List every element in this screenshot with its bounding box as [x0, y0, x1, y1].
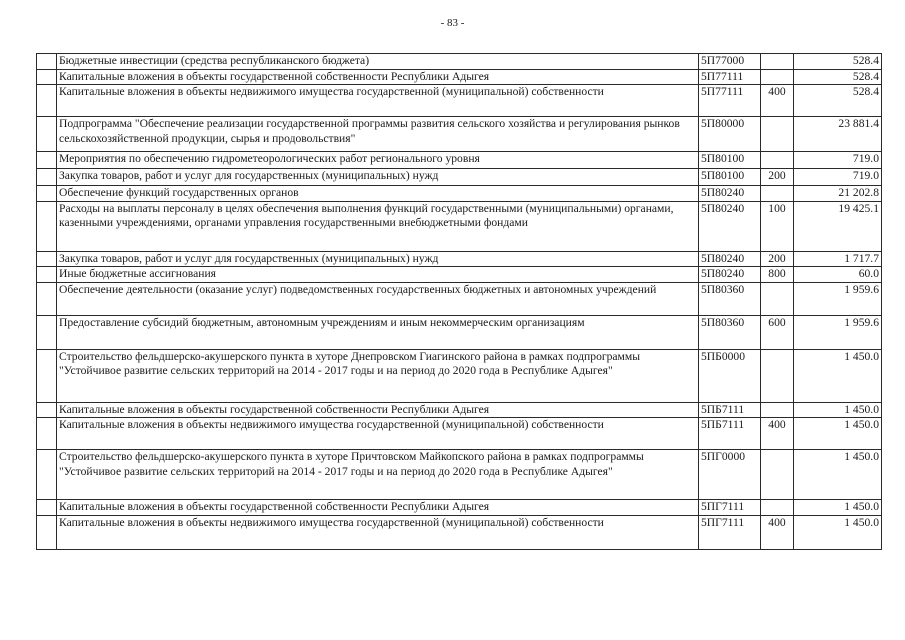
table-row — [37, 201, 882, 251]
item-name: Подпрограмма "Обеспечение реализации государственной программы развития сельского хозяйства и регулирования рынков сельскохозяйственной продукции, сырья и продовольствия" — [57, 117, 699, 152]
target-code: 5ПБ7111 — [699, 402, 761, 418]
item-name: Закупка товаров, работ и услуг для государственных (муниципальных) нужд — [57, 251, 699, 267]
amount: 19 425.1 — [794, 201, 882, 251]
target-code: 5ПГ7111 — [699, 515, 761, 549]
amount: 719.0 — [794, 152, 882, 169]
blank-cell — [37, 418, 57, 450]
table-row — [37, 282, 882, 315]
expense-type — [761, 450, 794, 500]
item-name: Бюджетные инвестиции (средства республиканского бюджета) — [57, 54, 699, 70]
expense-type — [761, 349, 794, 402]
amount: 528.4 — [794, 54, 882, 70]
amount: 1 717.7 — [794, 251, 882, 267]
target-code: 5П80240 — [699, 201, 761, 251]
target-code: 5П80240 — [699, 267, 761, 283]
blank-cell — [37, 267, 57, 283]
expense-type: 600 — [761, 315, 794, 349]
page-number: - 83 - — [440, 17, 465, 29]
item-name: Капитальные вложения в объекты государственной собственности Республики Адыгея — [57, 69, 699, 85]
table-row — [37, 500, 882, 516]
amount: 1 450.0 — [794, 500, 882, 516]
expense-type: 200 — [761, 251, 794, 267]
amount: 23 881.4 — [794, 117, 882, 152]
expense-type — [761, 152, 794, 169]
amount: 1 450.0 — [794, 402, 882, 418]
table-row — [37, 418, 882, 450]
table-row — [37, 54, 882, 70]
expense-type: 400 — [761, 85, 794, 117]
amount: 1 450.0 — [794, 450, 882, 500]
blank-cell — [37, 500, 57, 516]
amount: 21 202.8 — [794, 186, 882, 202]
target-code: 5ПГ7111 — [699, 500, 761, 516]
blank-cell — [37, 169, 57, 186]
expense-type — [761, 402, 794, 418]
item-name: Иные бюджетные ассигнования — [57, 267, 699, 283]
expense-type — [761, 54, 794, 70]
blank-cell — [37, 315, 57, 349]
expense-type — [761, 282, 794, 315]
amount: 528.4 — [794, 85, 882, 117]
blank-cell — [37, 54, 57, 70]
target-code: 5П80360 — [699, 315, 761, 349]
amount: 528.4 — [794, 69, 882, 85]
item-name: Расходы на выплаты персоналу в целях обеспечения выполнения функций государственными (муниципальными) органами, казенными учреждениями, органами управления государственными внебюджетными фондами — [57, 201, 699, 251]
target-code: 5П77111 — [699, 69, 761, 85]
blank-cell — [37, 402, 57, 418]
amount: 1 450.0 — [794, 418, 882, 450]
target-code: 5П80100 — [699, 169, 761, 186]
target-code: 5П80360 — [699, 282, 761, 315]
item-name: Капитальные вложения в объекты недвижимого имущества государственной (муниципальной) собственности — [57, 515, 699, 549]
amount: 60.0 — [794, 267, 882, 283]
amount: 1 450.0 — [794, 349, 882, 402]
item-name: Обеспечение деятельности (оказание услуг) подведомственных государственных бюджетных и автономных учреждений — [57, 282, 699, 315]
expense-type — [761, 500, 794, 516]
table-row — [37, 402, 882, 418]
blank-cell — [37, 186, 57, 202]
table-row — [37, 186, 882, 202]
table-row — [37, 251, 882, 267]
target-code: 5П80240 — [699, 186, 761, 202]
table-row — [37, 267, 882, 283]
item-name: Капитальные вложения в объекты государственной собственности Республики Адыгея — [57, 500, 699, 516]
item-name: Мероприятия по обеспечению гидрометеорологических работ регионального уровня — [57, 152, 699, 169]
item-name: Капитальные вложения в объекты государственной собственности Республики Адыгея — [57, 402, 699, 418]
expense-type: 100 — [761, 201, 794, 251]
item-name: Закупка товаров, работ и услуг для государственных (муниципальных) нужд — [57, 169, 699, 186]
amount: 719.0 — [794, 169, 882, 186]
target-code: 5П77000 — [699, 54, 761, 70]
blank-cell — [37, 282, 57, 315]
target-code: 5ПГ0000 — [699, 450, 761, 500]
table-row — [37, 515, 882, 549]
table-row — [37, 117, 882, 152]
table-row — [37, 169, 882, 186]
expense-type: 400 — [761, 418, 794, 450]
item-name: Строительство фельдшерско-акушерского пункта в хуторе Причтовском Майкопского района в рамках подпрограммы "Устойчивое развитие сельских территорий на 2014 - 2017 годы и на период до 2020 года в Республике Адыгея" — [57, 450, 699, 500]
budget-table — [36, 53, 882, 550]
table-row — [37, 152, 882, 169]
blank-cell — [37, 117, 57, 152]
table-row — [37, 450, 882, 500]
expense-type: 400 — [761, 515, 794, 549]
expense-type — [761, 186, 794, 202]
blank-cell — [37, 201, 57, 251]
item-name: Капитальные вложения в объекты недвижимого имущества государственной (муниципальной) собственности — [57, 85, 699, 117]
item-name: Предоставление субсидий бюджетным, автономным учреждениям и иным некоммерческим организациям — [57, 315, 699, 349]
target-code: 5ПБ0000 — [699, 349, 761, 402]
expense-type — [761, 69, 794, 85]
blank-cell — [37, 251, 57, 267]
expense-type: 800 — [761, 267, 794, 283]
blank-cell — [37, 349, 57, 402]
target-code: 5П80240 — [699, 251, 761, 267]
blank-cell — [37, 85, 57, 117]
blank-cell — [37, 152, 57, 169]
expense-type: 200 — [761, 169, 794, 186]
table-row — [37, 315, 882, 349]
amount: 1 959.6 — [794, 282, 882, 315]
item-name: Капитальные вложения в объекты недвижимого имущества государственной (муниципальной) собственности — [57, 418, 699, 450]
table-row — [37, 349, 882, 402]
target-code: 5П77111 — [699, 85, 761, 117]
target-code: 5ПБ7111 — [699, 418, 761, 450]
table-row — [37, 85, 882, 117]
table-row — [37, 69, 882, 85]
item-name: Обеспечение функций государственных органов — [57, 186, 699, 202]
target-code: 5П80100 — [699, 152, 761, 169]
target-code: 5П80000 — [699, 117, 761, 152]
blank-cell — [37, 450, 57, 500]
item-name: Строительство фельдшерско-акушерского пункта в хуторе Днепровском Гиагинского района в рамках подпрограммы "Устойчивое развитие сельских территорий на 2014 - 2017 годы и на период до 2020 года в Республике Адыгея" — [57, 349, 699, 402]
amount: 1 450.0 — [794, 515, 882, 549]
blank-cell — [37, 69, 57, 85]
blank-cell — [37, 515, 57, 549]
amount: 1 959.6 — [794, 315, 882, 349]
expense-type — [761, 117, 794, 152]
